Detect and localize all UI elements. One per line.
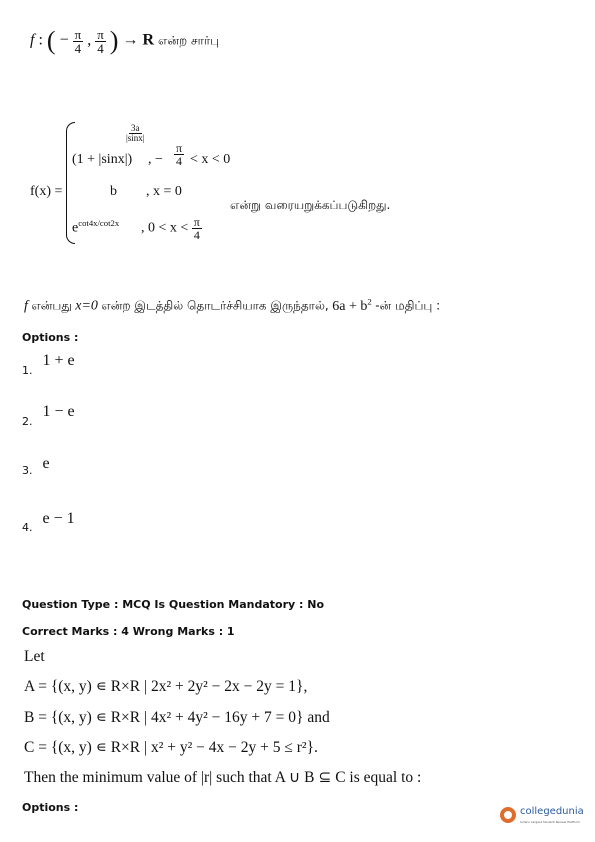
- options-label: Options :: [22, 331, 79, 344]
- colon: :: [38, 31, 43, 49]
- comma: ,: [87, 31, 92, 49]
- piecewise-tamil-text: என்று வரையறுக்கப்படுகிறது.: [230, 198, 391, 212]
- tamil-text: என்ற இடத்தில் தொடர்ச்சியாக இருந்தால்,: [101, 298, 329, 313]
- f-symbol: f: [30, 31, 35, 49]
- minus-sign: −: [59, 31, 69, 49]
- case-3-exponent: cot4x/cot2x: [78, 218, 120, 228]
- expression-base: 6a + b: [332, 298, 368, 314]
- marks-info: Correct Marks : 4 Wrong Marks : 1: [22, 625, 235, 638]
- case-1-condition-suffix: < x < 0: [190, 152, 231, 167]
- fraction-denominator: 4: [74, 40, 82, 56]
- close-paren: ): [109, 26, 119, 55]
- q2-question: Then the minimum value of |r| such that A ∪ B ⊆ C is equal to :: [24, 769, 422, 786]
- expression: [332, 296, 372, 314]
- continuity-point: x=0: [75, 298, 98, 314]
- option-value: 1 − e: [42, 403, 75, 420]
- case-2-expression: b: [110, 184, 117, 199]
- option-1: [22, 352, 75, 377]
- option-3: [22, 455, 50, 477]
- fraction-pi-over-4: [95, 28, 106, 55]
- real-set-symbol: R: [142, 31, 154, 49]
- piecewise-lhs: f(x) =: [30, 184, 63, 199]
- expression-power: 2: [367, 296, 372, 306]
- set-b-definition: B = {(x, y) ∊ R×R | 4x² + 4y² − 16y + 7 = 0} and: [24, 709, 330, 726]
- fraction-denominator: 4: [176, 154, 183, 168]
- set-a-definition: A = {(x, y) ∊ R×R | 2x² + 2y² − 2x − 2y = 1},: [24, 678, 308, 695]
- option-value: 1 + e: [42, 352, 75, 369]
- question-type: Question Type : MCQ Is Question Mandatory : No: [22, 598, 325, 611]
- option-value: e: [42, 455, 50, 472]
- case-3-expression: [72, 218, 119, 237]
- fraction-numerator: π: [97, 26, 104, 42]
- case-2-condition: , x = 0: [146, 184, 182, 199]
- tamil-text: என்ற சார்பு: [158, 33, 220, 48]
- case-1-condition-fraction: [174, 142, 184, 167]
- arrow: →: [122, 31, 139, 49]
- tamil-text: என்பது: [31, 298, 72, 313]
- fraction-numerator: π: [74, 26, 82, 42]
- case-3-condition-fraction: [192, 216, 202, 241]
- exponent-denominator: |sinx|: [126, 133, 145, 143]
- q1-statement: [24, 296, 440, 315]
- case-3-condition: [141, 216, 202, 241]
- case-1-condition-prefix: , −: [148, 152, 163, 167]
- open-paren: (: [46, 26, 56, 55]
- f-symbol: f: [24, 298, 28, 314]
- option-4: [22, 510, 75, 534]
- option-number: 3.: [22, 464, 33, 477]
- collegedunia-tagline: India's Largest Student Review Platform: [520, 820, 580, 824]
- collegedunia-logo-text: collegedunia: [520, 806, 584, 817]
- tamil-text: -ன் மதிப்பு :: [375, 298, 441, 313]
- case-1-expression: (1 + |sinx|): [72, 152, 133, 167]
- option-2: [22, 403, 75, 428]
- option-value: e − 1: [42, 510, 75, 527]
- fraction-denominator: 4: [193, 228, 200, 242]
- case-3-base: e: [72, 220, 79, 236]
- collegedunia-logo-icon: [500, 807, 516, 823]
- q2-options-label: Options :: [22, 801, 79, 814]
- case-3-condition-prefix: , 0 < x <: [141, 220, 189, 236]
- case-1-exponent: [124, 124, 147, 143]
- fraction-numerator: π: [193, 215, 200, 229]
- function-definition-line: [30, 26, 219, 56]
- option-number: 1.: [22, 364, 33, 377]
- exponent-numerator: 3a: [131, 123, 140, 133]
- fraction-numerator: π: [176, 141, 183, 155]
- set-c-definition: C = {(x, y) ∊ R×R | x² + y² − 4x − 2y + 5 ≤ r²}.: [24, 739, 318, 756]
- fraction-denominator: 4: [97, 40, 104, 56]
- option-number: 2.: [22, 415, 33, 428]
- q2-let: Let: [24, 648, 45, 665]
- fraction-pi-over-4: [73, 28, 84, 55]
- option-number: 4.: [22, 521, 33, 534]
